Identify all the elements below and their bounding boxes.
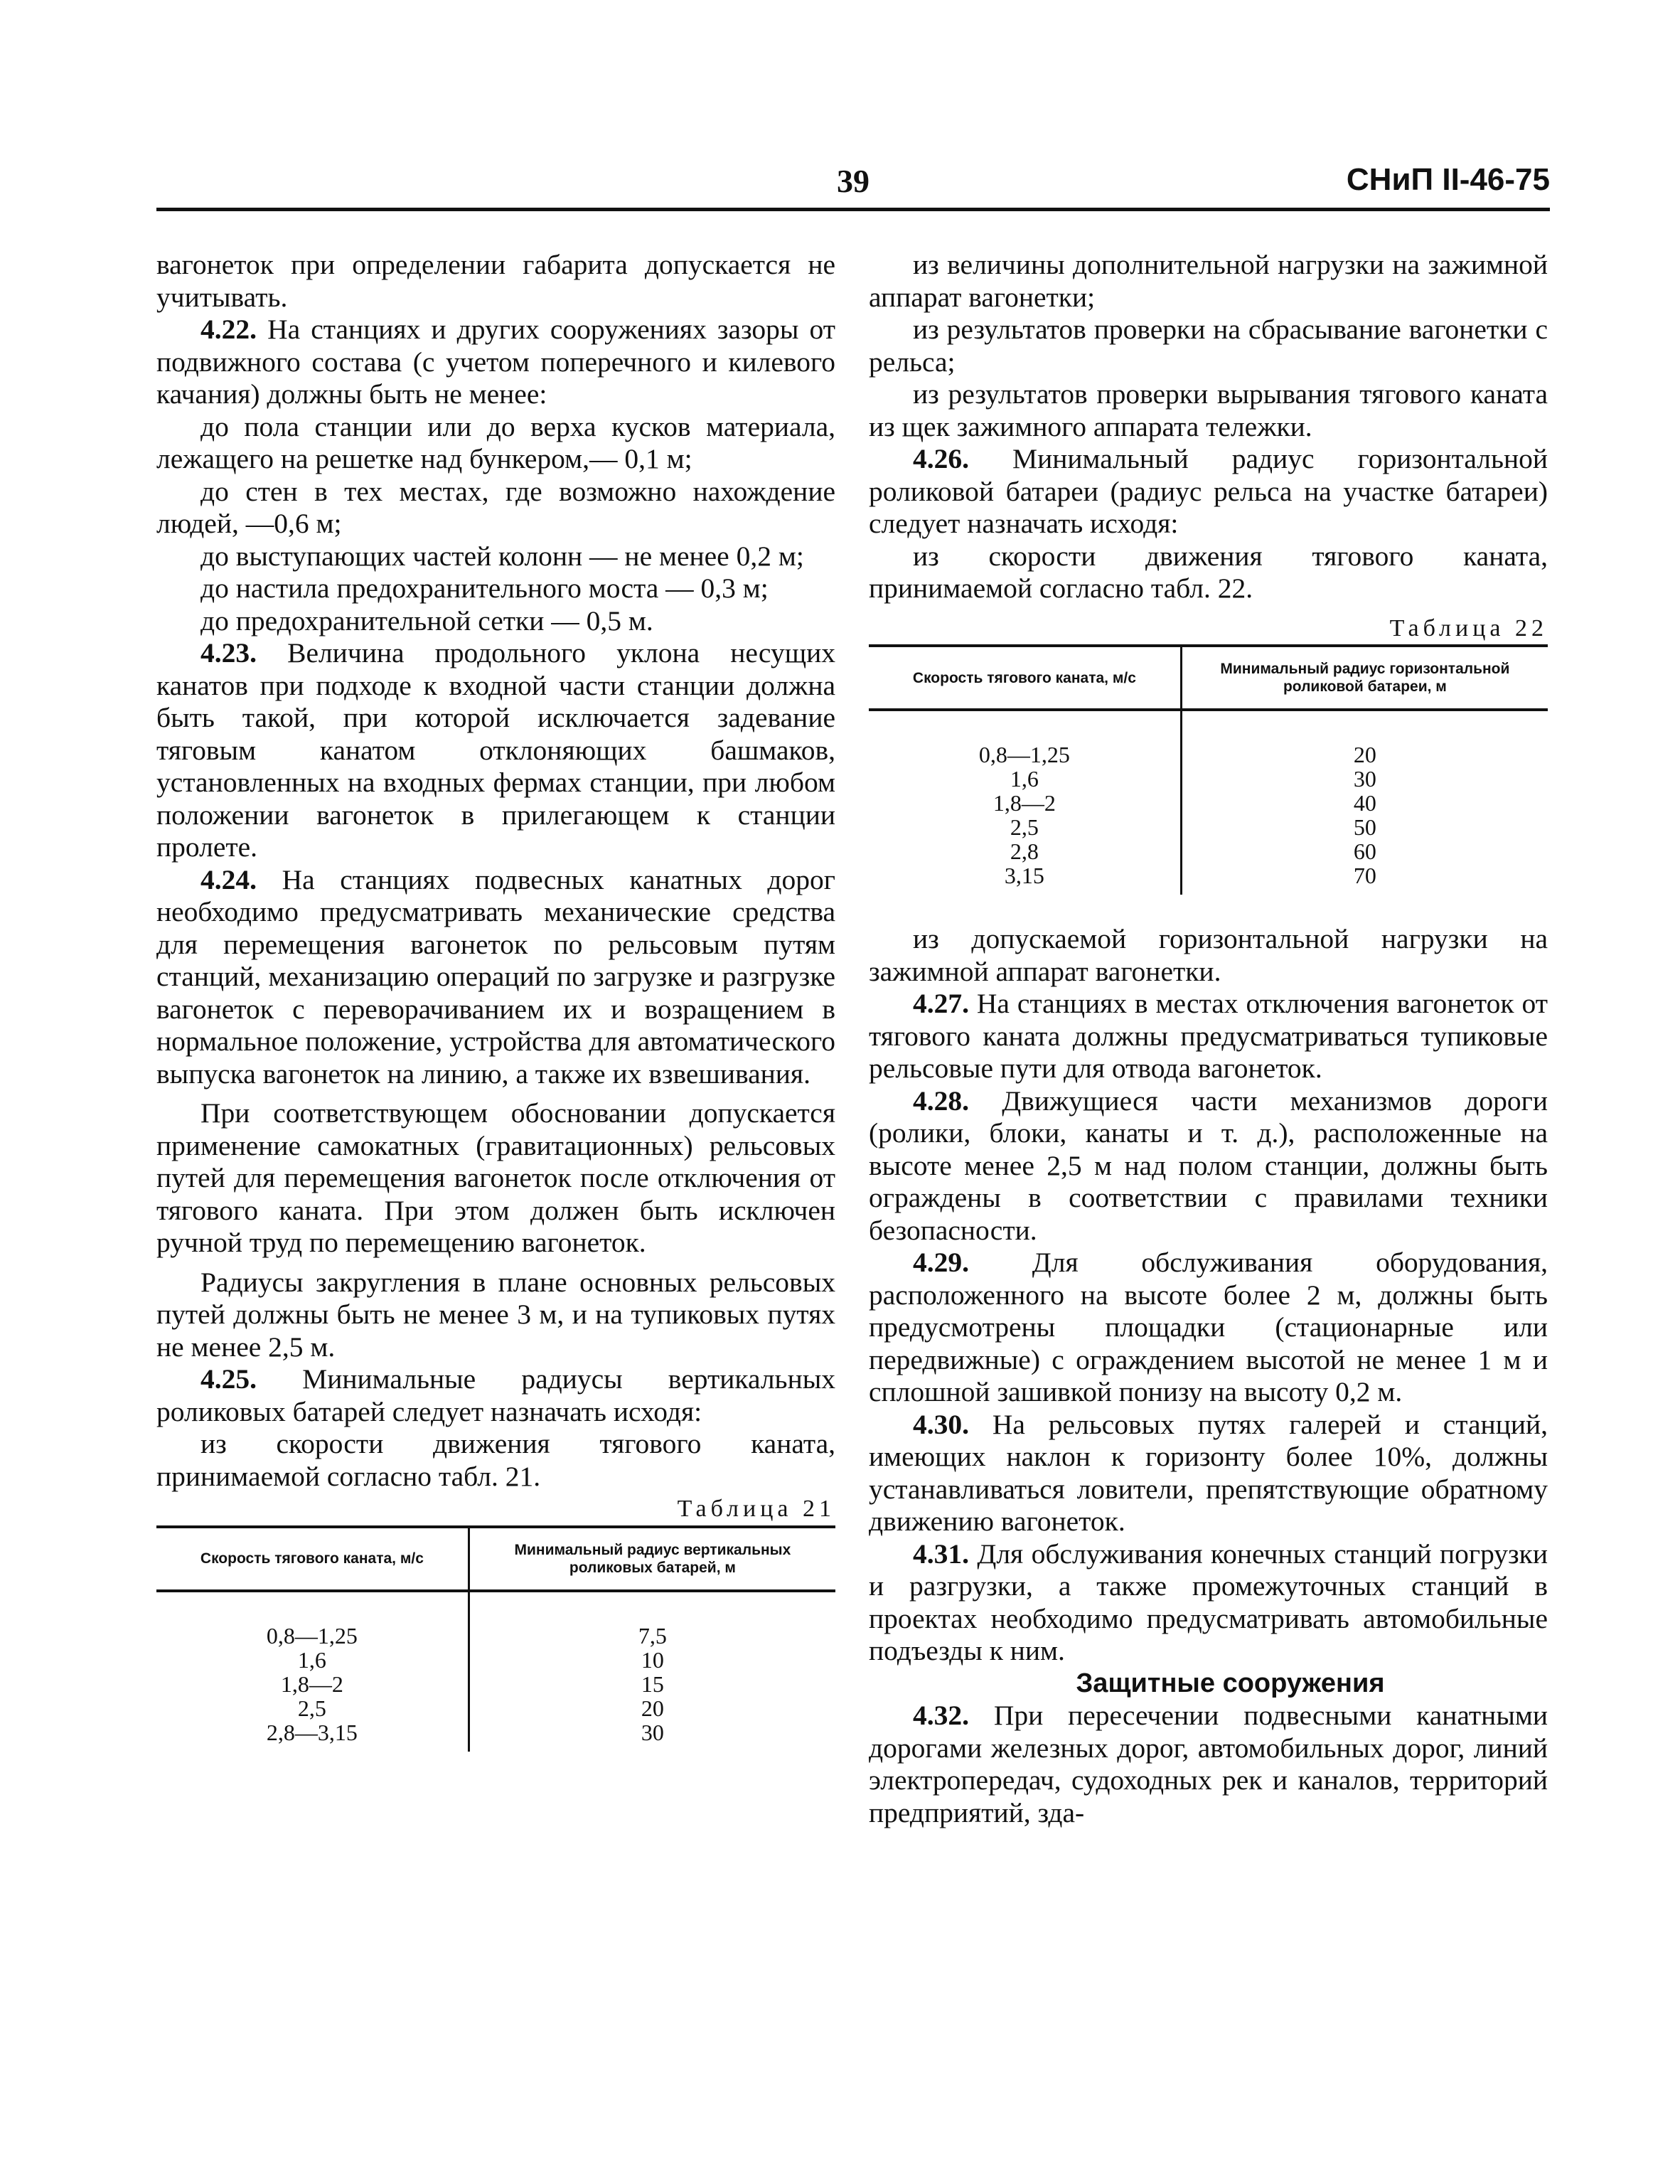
table-row: [156, 1696, 835, 1720]
paragraph: [869, 314, 1548, 378]
speed-cell: 2,8—3,15: [266, 1719, 358, 1745]
paragraph: [869, 249, 1548, 314]
paragraph-text: Движущиеся части механизмов дороги (ролики, блоки, канаты и т. д.), расположенные на высоте менее 2,5 м над полом станции, должны быть ограждены в соответствии с правилами техники безопасности.: [869, 1085, 1548, 1246]
paragraph-text: вагонеток при определении габарита допускается не учитывать.: [156, 249, 835, 313]
radius-cell: 20: [469, 1696, 835, 1720]
document-code: СНиП II-46-75: [1346, 162, 1550, 197]
clause-number: 4.22.: [200, 314, 257, 345]
table-row: [156, 1648, 835, 1672]
table-21-header-radius: Минимальный радиус вертикальных роликовых батарей, м: [469, 1527, 835, 1591]
table-row: [869, 767, 1548, 791]
clause-number: 4.25.: [200, 1363, 257, 1395]
clause-number: 4.24.: [200, 863, 257, 895]
radius-cell: 20: [1181, 710, 1548, 767]
radius-cell: 30: [469, 1720, 835, 1752]
speed-cell: 1,8—2: [993, 790, 1056, 816]
table-21-header-speed: Скорость тягового каната, м/с: [156, 1527, 469, 1591]
paragraph-text: до выступающих частей колонн — не менее 0,2 м;: [200, 540, 804, 572]
radius-cell: 60: [1181, 839, 1548, 863]
speed-cell: 2,8: [1010, 838, 1039, 864]
paragraph: [869, 1247, 1548, 1409]
right-paragraphs-c: [869, 1700, 1548, 1829]
paragraph: [156, 249, 835, 314]
paragraph-text: Радиусы закругления в плане основных рельсовых путей должны быть не менее 3 м, и на тупиковых путях не менее 2,5 м.: [156, 1266, 835, 1363]
table-22-header-speed: Скорость тягового каната, м/с: [869, 646, 1181, 710]
clause-number: 4.32.: [913, 1700, 969, 1731]
paragraph-text: до предохранительной сетки — 0,5 м.: [200, 604, 653, 636]
table-row: [156, 1672, 835, 1696]
clause-number: 4.31.: [913, 1538, 969, 1570]
table-22: [869, 644, 1548, 895]
page-number: 39: [837, 163, 870, 199]
paragraph: [869, 988, 1548, 1085]
paragraph-text: из допускаемой горизонтальной нагрузки на зажимной аппарат вагонетки.: [869, 923, 1548, 987]
paragraph: [869, 540, 1548, 605]
section-title: Защитные сооружения: [1076, 1668, 1385, 1698]
paragraph: [156, 637, 835, 864]
speed-cell: 1,6: [297, 1646, 326, 1673]
page-header: [156, 162, 1550, 205]
radius-cell: 50: [1181, 815, 1548, 839]
paragraph: [869, 1700, 1548, 1829]
paragraph: [869, 1409, 1548, 1538]
left-column: [156, 249, 835, 1787]
paragraph: [869, 923, 1548, 988]
radius-cell: 70: [1181, 863, 1548, 895]
table-row: [156, 1720, 835, 1752]
paragraph: [869, 443, 1548, 540]
paragraph: [156, 540, 835, 573]
paragraph: [869, 378, 1548, 443]
table-21: [156, 1525, 835, 1752]
paragraph-text: Минимальный радиус горизонтальной роликовой батареи (радиус рельса на участке батареи) следует назначать исходя:: [869, 443, 1548, 539]
paragraph-text: из результатов проверки вырывания тягового каната из щек зажимного аппарата тележки.: [869, 378, 1548, 442]
paragraph-text: На рельсовых путях галерей и станций, имеющих наклон к горизонту более 10%, должны устанавливаться ловители, препятствующие обратному движению вагонеток.: [869, 1408, 1548, 1537]
table-22-caption: Таблица 22: [1389, 614, 1548, 641]
table-row: [156, 1591, 835, 1648]
clause-number: 4.27.: [913, 988, 969, 1019]
paragraph-text: из результатов проверки на сбрасывание вагонетки с рельса;: [869, 314, 1548, 378]
paragraph: [156, 1363, 835, 1428]
table-row: [869, 815, 1548, 839]
paragraph: [156, 864, 835, 1091]
paragraph-text: На станциях и других сооружениях зазоры от подвижного состава (с учетом поперечного и килевого качания) должны быть не менее:: [156, 314, 835, 410]
speed-cell: 2,5: [297, 1695, 326, 1721]
clause-number: 4.29.: [913, 1247, 969, 1278]
paragraph-text: На станциях подвесных канатных дорог необходимо предусматривать механические средства для перемещения вагонеток по рельсовым путям станций, механизацию операций по загрузке и разгрузке вагонеток с переворачиванием их и возращением в нормальное положение, устройства для автоматического выпуска вагонеток на линию, а также их взвешивания.: [156, 863, 835, 1090]
speed-cell: 1,6: [1010, 766, 1039, 792]
speed-cell: 3,15: [1004, 863, 1044, 888]
paragraph: [156, 605, 835, 638]
table-row: [869, 839, 1548, 863]
paragraph-text: до пола станции или до верха кусков материала, лежащего на решетке над бункером,— 0,1 м;: [156, 410, 835, 474]
paragraph: [156, 411, 835, 476]
radius-cell: 7,5: [469, 1591, 835, 1648]
radius-cell: 30: [1181, 767, 1548, 791]
paragraph-text: Минимальные радиусы вертикальных роликовых батарей следует назначать исходя:: [156, 1363, 835, 1427]
paragraph-text: из величины дополнительной нагрузки на зажимной аппарат вагонетки;: [869, 249, 1548, 313]
paragraph-text: Величина продольного уклона несущих канатов при подходе к входной части станции должна быть такой, при которой исключается задевание тяговым канатом отклоняющих башмаков, установленных на входных фермах станции, при любом положении вагонеток в прилегающем к станции пролете.: [156, 637, 835, 863]
right-paragraphs-b: [869, 923, 1548, 1668]
table-22-header-radius: Минимальный радиус горизонтальной роликовой батареи, м: [1181, 646, 1548, 710]
radius-cell: 15: [469, 1672, 835, 1696]
radius-cell: 10: [469, 1648, 835, 1672]
paragraph: [869, 1085, 1548, 1247]
speed-cell: 1,8—2: [280, 1671, 343, 1697]
table-row: [869, 863, 1548, 895]
table-row: [869, 710, 1548, 767]
paragraph-text: до настила предохранительного моста — 0,3 м;: [200, 572, 769, 604]
clause-number: 4.23.: [200, 637, 257, 668]
paragraph-text: из скорости движения тягового каната, принимаемой согласно табл. 21.: [156, 1428, 835, 1492]
left-paragraphs: [156, 249, 835, 1493]
radius-cell: 40: [1181, 791, 1548, 815]
paragraph-text: Для обслуживания оборудования, расположенного на высоте более 2 м, должны быть предусмотрены площадки (стационарные или передвижные) с ограждением высотой не менее 1 м и сплошной зашивкой понизу на высоту 0,2 м.: [869, 1247, 1548, 1407]
right-column: [869, 249, 1548, 1829]
paragraph-text: При пересечении подвесными канатными дорогами железных дорог, автомобильных дорог, линий электропередач, судоходных рек и каналов, территорий предприятий, зда-: [869, 1700, 1548, 1828]
paragraph-text: Для обслуживания конечных станций погрузки и разгрузки, а также промежуточных станций в проектах необходимо предусматривать автомобильные подъезды к ним.: [869, 1538, 1548, 1666]
paragraph: [156, 1267, 835, 1364]
paragraph-text: из скорости движения тягового каната, принимаемой согласно табл. 22.: [869, 540, 1548, 604]
paragraph-text: На станциях в местах отключения вагонеток от тягового каната должны предусматриваться тупиковые рельсовые пути для отвода вагонеток.: [869, 988, 1548, 1084]
paragraph: [156, 1428, 835, 1493]
right-paragraphs-a: [869, 249, 1548, 605]
paragraph: [156, 1097, 835, 1259]
paragraph: [156, 572, 835, 605]
speed-cell: 0,8—1,25: [266, 1622, 358, 1648]
speed-cell: 2,5: [1010, 814, 1039, 840]
table-21-caption: Таблица 21: [677, 1496, 835, 1522]
paragraph: [156, 314, 835, 411]
clause-number: 4.30.: [913, 1408, 969, 1440]
clause-number: 4.28.: [913, 1085, 969, 1117]
speed-cell: 0,8—1,25: [978, 742, 1070, 767]
paragraph-text: При соответствующем обосновании допускается применение самокатных (гравитационных) рельсовых путей для перемещения вагонеток после отключения от тягового каната. При этом должен быть исключен ручной труд по перемещению вагонеток.: [156, 1097, 835, 1258]
table-row: [869, 791, 1548, 815]
paragraph: [156, 476, 835, 540]
paragraph: [869, 1538, 1548, 1668]
header-rule: [156, 208, 1550, 211]
paragraph-text: до стен в тех местах, где возможно нахождение людей, —0,6 м;: [156, 475, 835, 539]
clause-number: 4.26.: [913, 443, 969, 474]
